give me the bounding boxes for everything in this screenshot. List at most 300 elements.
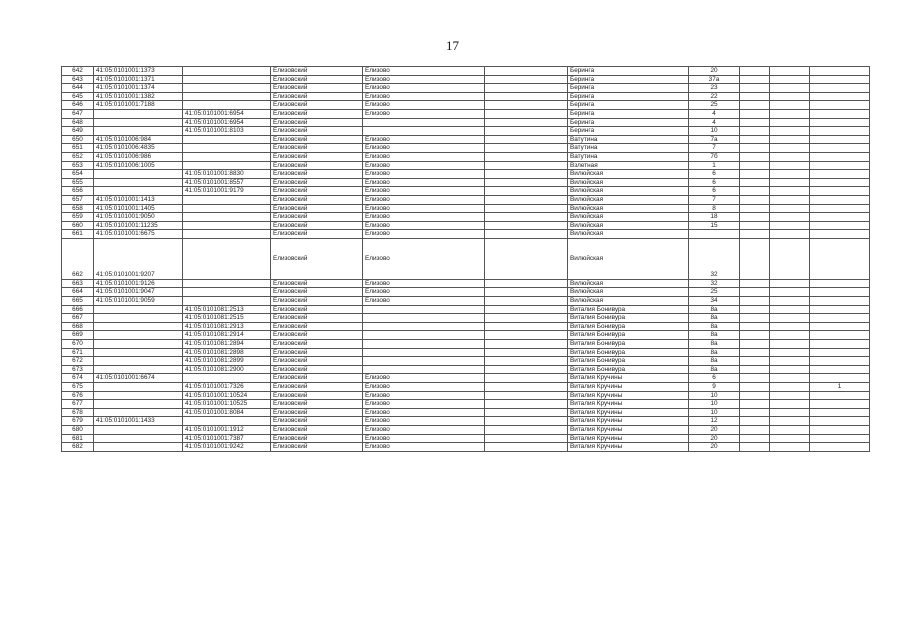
street-name: Виталия Кручины: [568, 391, 689, 400]
cadastral-number-premises: 41:05:0101081:2513: [183, 305, 271, 314]
cadastral-number-building: [94, 170, 183, 179]
empty-cell: [485, 101, 568, 110]
empty-cell: [485, 204, 568, 213]
row-number: 648: [62, 118, 94, 127]
cadastral-number-building: 41:05:0101001:1374: [94, 84, 183, 93]
cadastral-number-premises: [183, 84, 271, 93]
settlement-name: Елизово: [363, 161, 485, 170]
table-row: [62, 84, 870, 93]
cadastral-number-building: 41:05:0101001:9126: [94, 279, 183, 288]
settlement-name: Елизово: [363, 152, 485, 161]
cadastral-number-building: 41:05:0101001:9047: [94, 288, 183, 297]
district-name: Елизовский: [271, 92, 363, 101]
empty-cell: [740, 195, 770, 204]
extra-value: [810, 425, 870, 434]
table-row: [62, 170, 870, 179]
cadastral-number-building: 41:05:0101001:6674: [94, 374, 183, 383]
empty-cell: [485, 425, 568, 434]
house-number: 32: [689, 238, 740, 279]
house-number: 8а: [689, 314, 740, 323]
empty-cell: [770, 322, 810, 331]
empty-cell: [485, 357, 568, 366]
empty-cell: [770, 152, 810, 161]
extra-value: [810, 238, 870, 279]
empty-cell: [485, 340, 568, 349]
settlement-name: Елизово: [363, 238, 485, 279]
street-name: Ватутина: [568, 135, 689, 144]
district-name: Елизовский: [271, 434, 363, 443]
empty-cell: [485, 230, 568, 239]
table-row: [62, 213, 870, 222]
empty-cell: [770, 279, 810, 288]
row-number: 672: [62, 357, 94, 366]
row-number: 674: [62, 374, 94, 383]
cadastral-number-premises: [183, 67, 271, 76]
row-number: 650: [62, 135, 94, 144]
row-number: 646: [62, 101, 94, 110]
settlement-name: Елизово: [363, 67, 485, 76]
row-number: 666: [62, 305, 94, 314]
table-row: [62, 279, 870, 288]
extra-value: [810, 417, 870, 426]
table-row: [62, 75, 870, 84]
empty-cell: [740, 357, 770, 366]
empty-cell: [740, 374, 770, 383]
extra-value: [810, 92, 870, 101]
house-number: 6: [689, 170, 740, 179]
empty-cell: [740, 288, 770, 297]
empty-cell: [740, 230, 770, 239]
district-name: Елизовский: [271, 118, 363, 127]
row-number: 661: [62, 230, 94, 239]
district-name: Елизовский: [271, 187, 363, 196]
street-name: Виталия Кручины: [568, 383, 689, 392]
house-number: 8а: [689, 322, 740, 331]
empty-cell: [770, 67, 810, 76]
settlement-name: Елизово: [363, 279, 485, 288]
row-number: 670: [62, 340, 94, 349]
street-name: Виталия Кручины: [568, 374, 689, 383]
house-number: 6: [689, 374, 740, 383]
row-number: 669: [62, 331, 94, 340]
empty-cell: [770, 314, 810, 323]
table-row: [62, 434, 870, 443]
empty-cell: [770, 391, 810, 400]
row-number: 642: [62, 67, 94, 76]
settlement-name: Елизово: [363, 135, 485, 144]
table-row: [62, 331, 870, 340]
house-number: 8а: [689, 331, 740, 340]
empty-cell: [740, 109, 770, 118]
street-name: Виталия Бонивура: [568, 331, 689, 340]
street-name: Вилюйская: [568, 288, 689, 297]
extra-value: [810, 84, 870, 93]
empty-cell: [740, 213, 770, 222]
empty-cell: [770, 434, 810, 443]
table-row: [62, 230, 870, 239]
empty-cell: [485, 288, 568, 297]
empty-cell: [770, 297, 810, 306]
empty-cell: [740, 365, 770, 374]
house-number: 10: [689, 127, 740, 136]
table-row: [62, 340, 870, 349]
cadastral-number-building: [94, 357, 183, 366]
settlement-name: [363, 322, 485, 331]
settlement-name: Елизово: [363, 204, 485, 213]
extra-value: [810, 340, 870, 349]
street-name: Виталия Бонивура: [568, 305, 689, 314]
cadastral-number-premises: [183, 230, 271, 239]
street-name: Вилюйская: [568, 170, 689, 179]
settlement-name: Елизово: [363, 383, 485, 392]
settlement-name: Елизово: [363, 195, 485, 204]
house-number: 20: [689, 67, 740, 76]
street-name: Виталия Бонивура: [568, 357, 689, 366]
extra-value: [810, 305, 870, 314]
cadastral-number-premises: 41:05:0101001:6954: [183, 109, 271, 118]
street-name: Беринга: [568, 101, 689, 110]
row-number: 668: [62, 322, 94, 331]
empty-cell: [770, 230, 810, 239]
cadastral-number-premises: 41:05:0101001:9242: [183, 443, 271, 452]
table-row: [62, 357, 870, 366]
cadastral-number-building: [94, 331, 183, 340]
empty-cell: [770, 400, 810, 409]
extra-value: [810, 152, 870, 161]
empty-cell: [740, 443, 770, 452]
district-name: Елизовский: [271, 152, 363, 161]
row-number: 678: [62, 408, 94, 417]
house-number: 20: [689, 443, 740, 452]
row-number: 643: [62, 75, 94, 84]
empty-cell: [770, 118, 810, 127]
cadastral-number-premises: [183, 417, 271, 426]
settlement-name: [363, 331, 485, 340]
street-name: Вилюйская: [568, 178, 689, 187]
empty-cell: [740, 331, 770, 340]
empty-cell: [740, 279, 770, 288]
empty-cell: [740, 75, 770, 84]
empty-cell: [740, 322, 770, 331]
empty-cell: [740, 221, 770, 230]
district-name: Елизовский: [271, 391, 363, 400]
extra-value: [810, 348, 870, 357]
empty-cell: [740, 314, 770, 323]
house-number: 6: [689, 178, 740, 187]
street-name: Виталия Бонивура: [568, 348, 689, 357]
cadastral-number-building: 41:05:0101001:9059: [94, 297, 183, 306]
house-number: 12: [689, 417, 740, 426]
empty-cell: [770, 161, 810, 170]
empty-cell: [485, 391, 568, 400]
house-number: 34: [689, 297, 740, 306]
empty-cell: [485, 67, 568, 76]
street-name: Ватутина: [568, 152, 689, 161]
empty-cell: [485, 84, 568, 93]
row-number: 671: [62, 348, 94, 357]
empty-cell: [770, 101, 810, 110]
settlement-name: [363, 305, 485, 314]
empty-cell: [770, 170, 810, 179]
row-number: 667: [62, 314, 94, 323]
district-name: Елизовский: [271, 161, 363, 170]
district-name: Елизовский: [271, 297, 363, 306]
empty-cell: [485, 152, 568, 161]
cadastral-number-building: [94, 127, 183, 136]
street-name: Виталия Кручины: [568, 443, 689, 452]
street-name: Вилюйская: [568, 230, 689, 239]
row-number: 664: [62, 288, 94, 297]
empty-cell: [770, 357, 810, 366]
row-number: 662: [62, 238, 94, 279]
district-name: Елизовский: [271, 288, 363, 297]
house-number: 7б: [689, 152, 740, 161]
table-row: [62, 288, 870, 297]
district-name: Елизовский: [271, 357, 363, 366]
table-row: [62, 383, 870, 392]
house-number: 8а: [689, 365, 740, 374]
house-number: 4: [689, 109, 740, 118]
row-number: 663: [62, 279, 94, 288]
empty-cell: [740, 204, 770, 213]
settlement-name: Елизово: [363, 391, 485, 400]
page-number: 17: [446, 38, 459, 53]
empty-cell: [485, 305, 568, 314]
district-name: Елизовский: [271, 221, 363, 230]
district-name: Елизовский: [271, 331, 363, 340]
settlement-name: Елизово: [363, 144, 485, 153]
cadastral-number-premises: 41:05:0101001:8557: [183, 178, 271, 187]
extra-value: [810, 443, 870, 452]
table-row: [62, 400, 870, 409]
row-number: 676: [62, 391, 94, 400]
district-name: Елизовский: [271, 67, 363, 76]
street-name: Беринга: [568, 75, 689, 84]
cadastral-number-premises: [183, 238, 271, 279]
cadastral-number-premises: 41:05:0101081:2894: [183, 340, 271, 349]
street-name: Вилюйская: [568, 297, 689, 306]
extra-value: [810, 314, 870, 323]
cadastral-number-premises: 41:05:0101001:6954: [183, 118, 271, 127]
street-name: Виталия Кручины: [568, 417, 689, 426]
cadastral-number-premises: [183, 204, 271, 213]
row-number: 647: [62, 109, 94, 118]
empty-cell: [485, 161, 568, 170]
cadastral-number-premises: [183, 195, 271, 204]
street-name: Беринга: [568, 118, 689, 127]
empty-cell: [740, 305, 770, 314]
empty-cell: [485, 314, 568, 323]
district-name: Елизовский: [271, 425, 363, 434]
row-number: 665: [62, 297, 94, 306]
table-row: [62, 101, 870, 110]
extra-value: [810, 204, 870, 213]
cadastral-number-premises: 41:05:0101001:10524: [183, 391, 271, 400]
empty-cell: [485, 417, 568, 426]
empty-cell: [740, 127, 770, 136]
row-number: 681: [62, 434, 94, 443]
settlement-name: [363, 314, 485, 323]
settlement-name: [363, 348, 485, 357]
district-name: Елизовский: [271, 340, 363, 349]
cadastral-number-building: 41:05:0101001:1433: [94, 417, 183, 426]
table-row: [62, 297, 870, 306]
empty-cell: [740, 425, 770, 434]
table-row: [62, 204, 870, 213]
cadastral-number-building: [94, 322, 183, 331]
extra-value: [810, 434, 870, 443]
empty-cell: [485, 365, 568, 374]
table-row: [62, 417, 870, 426]
empty-cell: [485, 348, 568, 357]
settlement-name: Елизово: [363, 75, 485, 84]
cadastral-number-building: 41:05:0101006:986: [94, 152, 183, 161]
empty-cell: [485, 238, 568, 279]
row-number: 653: [62, 161, 94, 170]
empty-cell: [770, 178, 810, 187]
table-row: [62, 305, 870, 314]
table-row: [62, 408, 870, 417]
table-row: [62, 92, 870, 101]
empty-cell: [485, 178, 568, 187]
table-row: [62, 152, 870, 161]
house-number: 32: [689, 279, 740, 288]
cadastral-number-building: [94, 187, 183, 196]
cadastral-number-building: 41:05:0101001:1413: [94, 195, 183, 204]
cadastral-number-building: [94, 391, 183, 400]
street-name: Ватутина: [568, 144, 689, 153]
extra-value: [810, 213, 870, 222]
empty-cell: [485, 195, 568, 204]
empty-cell: [485, 443, 568, 452]
cadastral-number-premises: 41:05:0101081:2898: [183, 348, 271, 357]
cadastral-number-premises: [183, 288, 271, 297]
empty-cell: [770, 75, 810, 84]
extra-value: [810, 391, 870, 400]
empty-cell: [770, 195, 810, 204]
settlement-name: Елизово: [363, 84, 485, 93]
empty-cell: [770, 92, 810, 101]
row-number: 679: [62, 417, 94, 426]
empty-cell: [770, 305, 810, 314]
district-name: Елизовский: [271, 170, 363, 179]
extra-value: [810, 400, 870, 409]
house-number: 1: [689, 161, 740, 170]
empty-cell: [770, 383, 810, 392]
empty-cell: [740, 238, 770, 279]
settlement-name: [363, 357, 485, 366]
empty-cell: [485, 297, 568, 306]
street-name: Вилюйская: [568, 195, 689, 204]
extra-value: [810, 365, 870, 374]
empty-cell: [740, 391, 770, 400]
empty-cell: [740, 348, 770, 357]
cadastral-number-building: 41:05:0101001:1405: [94, 204, 183, 213]
district-name: Елизовский: [271, 178, 363, 187]
settlement-name: [363, 365, 485, 374]
cadastral-number-building: 41:05:0101001:1373: [94, 67, 183, 76]
district-name: Елизовский: [271, 383, 363, 392]
empty-cell: [770, 443, 810, 452]
row-number: 654: [62, 170, 94, 179]
table-row: [62, 348, 870, 357]
house-number: 6: [689, 187, 740, 196]
table-row: [62, 118, 870, 127]
house-number: 18: [689, 213, 740, 222]
district-name: Елизовский: [271, 75, 363, 84]
empty-cell: [485, 109, 568, 118]
cadastral-number-premises: [183, 213, 271, 222]
street-name: Вилюйская: [568, 238, 689, 279]
settlement-name: Елизово: [363, 417, 485, 426]
empty-cell: [740, 383, 770, 392]
extra-value: [810, 297, 870, 306]
empty-cell: [770, 348, 810, 357]
cadastral-number-building: 41:05:0101001:11235: [94, 221, 183, 230]
empty-cell: [740, 297, 770, 306]
house-number: 10: [689, 408, 740, 417]
cadastral-number-premises: [183, 92, 271, 101]
row-number: 677: [62, 400, 94, 409]
district-name: Елизовский: [271, 127, 363, 136]
row-number: 645: [62, 92, 94, 101]
empty-cell: [485, 221, 568, 230]
street-name: Виталия Бонивура: [568, 340, 689, 349]
empty-cell: [485, 322, 568, 331]
empty-cell: [770, 417, 810, 426]
extra-value: [810, 221, 870, 230]
row-number: 675: [62, 383, 94, 392]
empty-cell: [770, 408, 810, 417]
table-row: [62, 144, 870, 153]
cadastral-number-building: [94, 434, 183, 443]
district-name: Елизовский: [271, 135, 363, 144]
empty-cell: [740, 67, 770, 76]
settlement-name: Елизово: [363, 221, 485, 230]
settlement-name: Елизово: [363, 230, 485, 239]
empty-cell: [770, 204, 810, 213]
street-name: Виталия Кручины: [568, 425, 689, 434]
cadastral-number-building: [94, 383, 183, 392]
settlement-name: Елизово: [363, 443, 485, 452]
house-number: 37а: [689, 75, 740, 84]
cadastral-number-premises: 41:05:0101001:9179: [183, 187, 271, 196]
empty-cell: [740, 408, 770, 417]
settlement-name: Елизово: [363, 408, 485, 417]
cadastral-number-premises: 41:05:0101001:10525: [183, 400, 271, 409]
settlement-name: Елизово: [363, 101, 485, 110]
house-number: 10: [689, 400, 740, 409]
extra-value: 1: [810, 383, 870, 392]
cadastral-number-premises: 41:05:0101001:8084: [183, 408, 271, 417]
house-number: 8а: [689, 305, 740, 314]
street-name: Вилюйская: [568, 221, 689, 230]
street-name: Виталия Кручины: [568, 434, 689, 443]
cadastral-number-premises: 41:05:0101001:8830: [183, 170, 271, 179]
empty-cell: [485, 75, 568, 84]
district-name: Елизовский: [271, 365, 363, 374]
settlement-name: Елизово: [363, 297, 485, 306]
district-name: Елизовский: [271, 84, 363, 93]
cadastral-number-premises: [183, 152, 271, 161]
empty-cell: [770, 84, 810, 93]
street-name: Беринга: [568, 92, 689, 101]
empty-cell: [485, 331, 568, 340]
empty-cell: [485, 170, 568, 179]
cadastral-number-premises: [183, 144, 271, 153]
row-number: 657: [62, 195, 94, 204]
street-name: Вилюйская: [568, 213, 689, 222]
